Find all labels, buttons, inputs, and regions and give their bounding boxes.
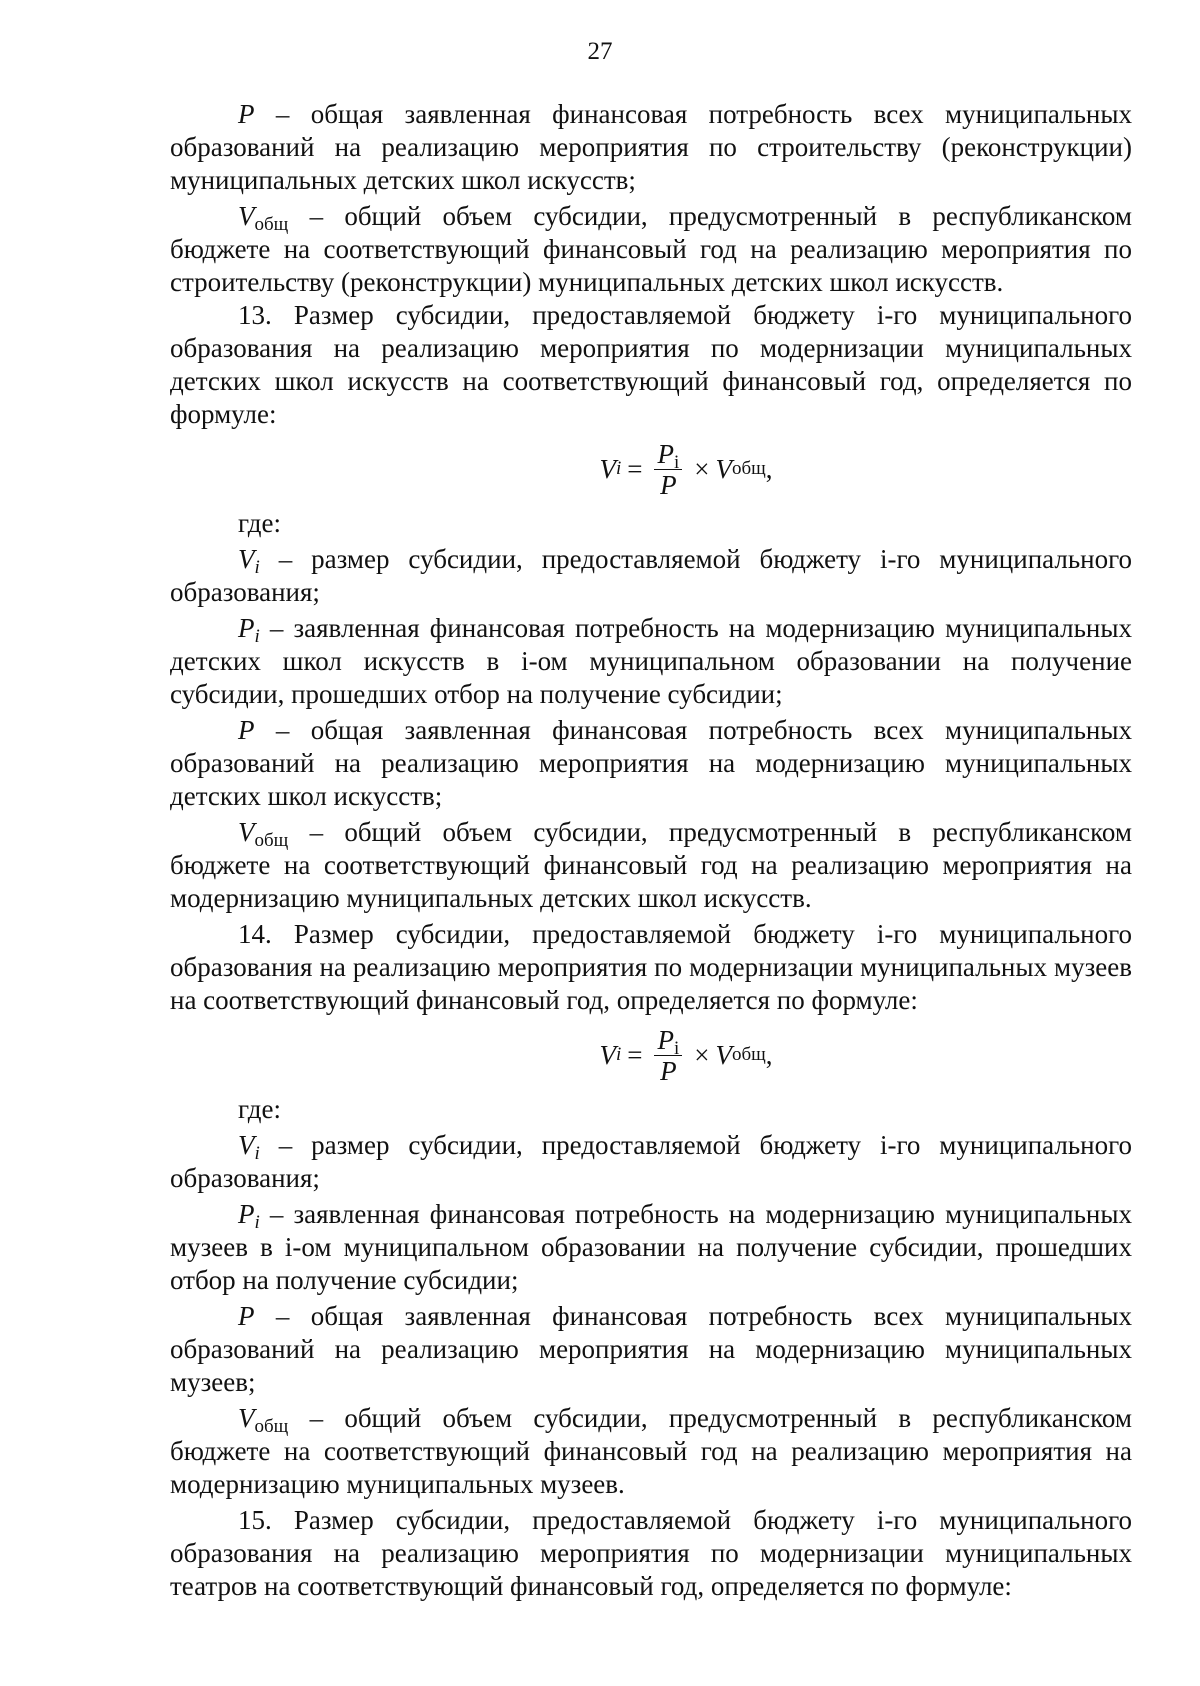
- document-body: [170, 98, 1132, 1603]
- fraction: $\frac{P_i}{P}$: [654, 1025, 682, 1086]
- definition-p: P – общая заявленная финансовая потребность всех муниципальных образований на реализацию мероприятия на модернизацию муниципальных детских школ искусств;: [170, 715, 1132, 811]
- formula-14: V i = $\frac{P_i}{P}$ × V общ ,: [599, 1024, 773, 1086]
- paragraph-14: 14. Размер субсидии, предоставляемой бюджету i-го муниципального образования на реализацию мероприятия по модернизации муниципальных музеев на соответствующий финансовый год, определяется по формуле:: [170, 919, 1132, 1015]
- where-label: где:: [238, 1094, 281, 1124]
- formula-13: V i = $\frac{P_i}{P}$ × V общ ,: [599, 438, 773, 500]
- symbol-p: P: [238, 99, 255, 129]
- fraction: $\frac{P_i}{P}$: [654, 439, 682, 500]
- definition-pi: $P_i$ – заявленная финансовая потребность на модернизацию муниципальных музеев в i-ом муниципальном образовании на получение субсидии, прошедших отбор на получение субсидии;: [170, 1199, 1132, 1295]
- definition-pi: $P_i$ – заявленная финансовая потребность на модернизацию муниципальных детских школ искусств в i-ом муниципальном образовании на получение субсидии, прошедших отбор на получение субсидии;: [170, 613, 1132, 709]
- definition-v: $V_{общ}$ – общий объем субсидии, предусмотренный в республиканском бюджете на соответствующий финансовый год на реализацию мероприятия на модернизацию муниципальных музеев.: [170, 1403, 1132, 1499]
- paragraph-15: 15. Размер субсидии, предоставляемой бюджету i-го муниципального образования на реализацию мероприятия по модернизации муниципальных театров на соответствующий финансовый год, определяется по формуле:: [170, 1505, 1132, 1601]
- definition-vi: $V_i$ – размер субсидии, предоставляемой бюджету i-го муниципального образования;: [170, 544, 1132, 607]
- page-number: 27: [587, 38, 613, 65]
- definition-p-total: P – общая заявленная финансовая потребность всех муниципальных образований на реализацию мероприятия по строительству (реконструкции) муниципальных детских школ искусств;: [170, 99, 1132, 195]
- definition-v: $V_{общ}$ – общий объем субсидии, предусмотренный в республиканском бюджете на соответствующий финансовый год на реализацию мероприятия на модернизацию муниципальных детских школ искусств.: [170, 817, 1132, 913]
- paragraph-13: 13. Размер субсидии, предоставляемой бюджету i-го муниципального образования на реализацию мероприятия по модернизации муниципальных детских школ искусств на соответствующий финансовый год, определяется по формуле:: [170, 300, 1132, 429]
- where-label: где:: [238, 508, 281, 538]
- definition-vi: $V_i$ – размер субсидии, предоставляемой бюджету i-го муниципального образования;: [170, 1130, 1132, 1193]
- definition-p: P – общая заявленная финансовая потребность всех муниципальных образований на реализацию мероприятия на модернизацию муниципальных музеев;: [170, 1301, 1132, 1397]
- definition-v-total: $V_{общ}$ – общий объем субсидии, предусмотренный в республиканском бюджете на соответствующий финансовый год на реализацию мероприятия по строительству (реконструкции) муниципальных детских школ искусств.: [170, 201, 1132, 297]
